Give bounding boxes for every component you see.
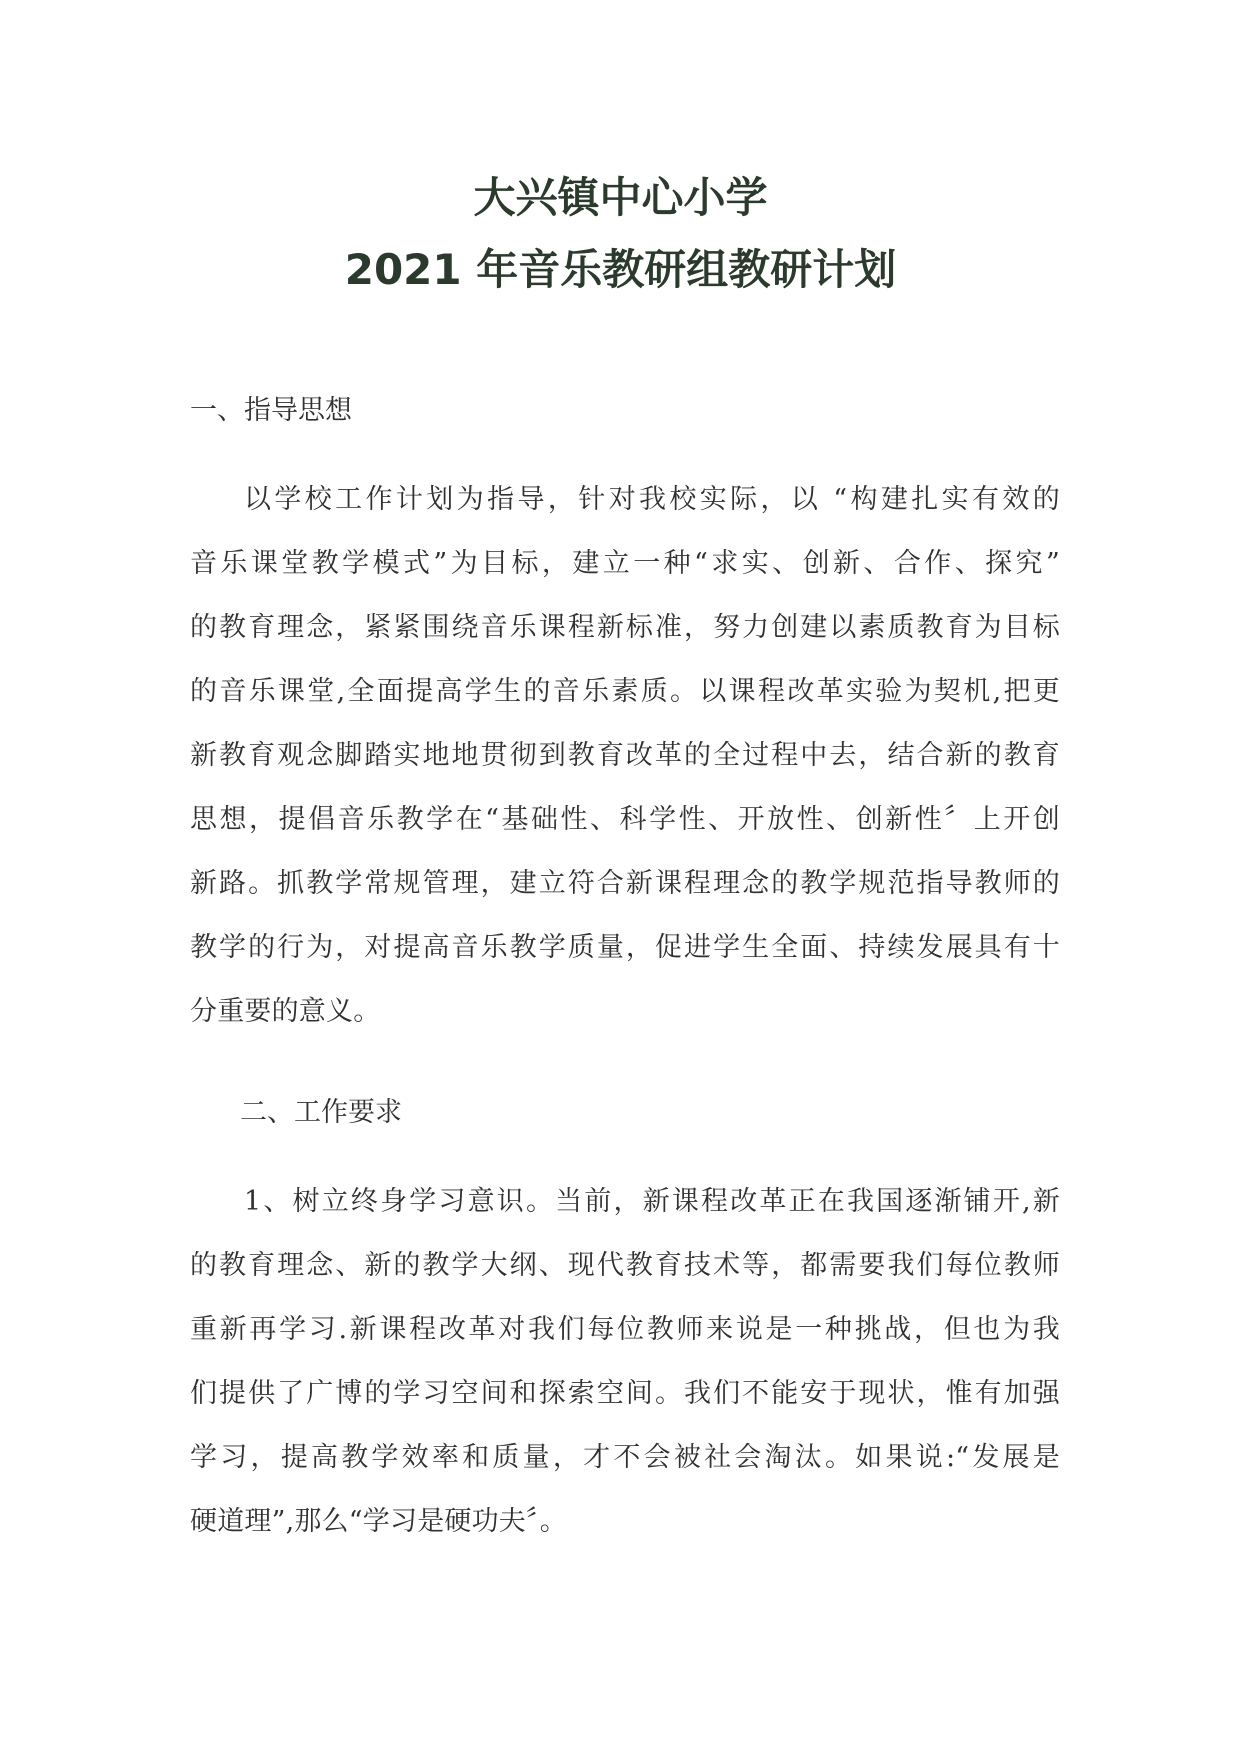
paragraph-line: 音乐课堂教学模式”为目标，建立一种“求实、创新、合作、探究” [190, 548, 1060, 579]
section-heading-work-requirements: 二、工作要求 [240, 1097, 402, 1128]
paragraph-line: 分重要的意义。 [190, 996, 381, 1027]
paragraph-line: 的音乐课堂,全面提高学生的音乐素质。以课程改革实验为契机,把更 [190, 676, 1060, 707]
paragraph-line: 的教育理念，紧紧围绕音乐课程新标准，努力创建以素质教育为目标 [190, 612, 1060, 643]
paragraph-line: 新教育观念脚踏实地地贯彻到教育改革的全过程中去，结合新的教育 [190, 740, 1060, 771]
section-heading-guiding-ideology: 一、指导思想 [190, 395, 352, 426]
paragraph-line: 以学校工作计划为指导，针对我校实际，以 “构建扎实有效的 [244, 484, 1060, 515]
paragraph-line: 学习，提高教学效率和质量，才不会被社会淘汰。如果说:“发展是 [190, 1442, 1060, 1473]
section-paragraph-work-requirements [190, 1170, 1060, 1554]
paragraph-line: 们提供了广博的学习空间和探索空间。我们不能安于现状，惟有加强 [190, 1378, 1060, 1409]
paragraph-line: 硬道理”,那么“学习是硬功夫〞。 [190, 1506, 567, 1537]
paragraph-line: 思想，提倡音乐教学在“基础性、科学性、开放性、创新性〞上开创 [190, 804, 1060, 835]
paragraph-line: 的教育理念、新的教学大纲、现代教育技术等，都需要我们每位教师 [190, 1250, 1060, 1281]
paragraph-line: 教学的行为，对提高音乐教学质量，促进学生全面、持续发展具有十 [190, 932, 1060, 963]
document-title-plan: 2021 年音乐教研组教研计划 [344, 245, 897, 294]
paragraph-line: 重新再学习.新课程改革对我们每位教师来说是一种挑战，但也为我 [190, 1314, 1060, 1345]
paragraph-line: 新路。抓教学常规管理，建立符合新课程理念的教学规范指导教师的 [190, 868, 1060, 899]
section-paragraph-guiding-ideology [190, 468, 1060, 1044]
document-title-school: 大兴镇中心小学 [473, 173, 768, 222]
paragraph-line: 1、树立终身学习意识。当前，新课程改革正在我国逐渐铺开,新 [244, 1186, 1060, 1217]
